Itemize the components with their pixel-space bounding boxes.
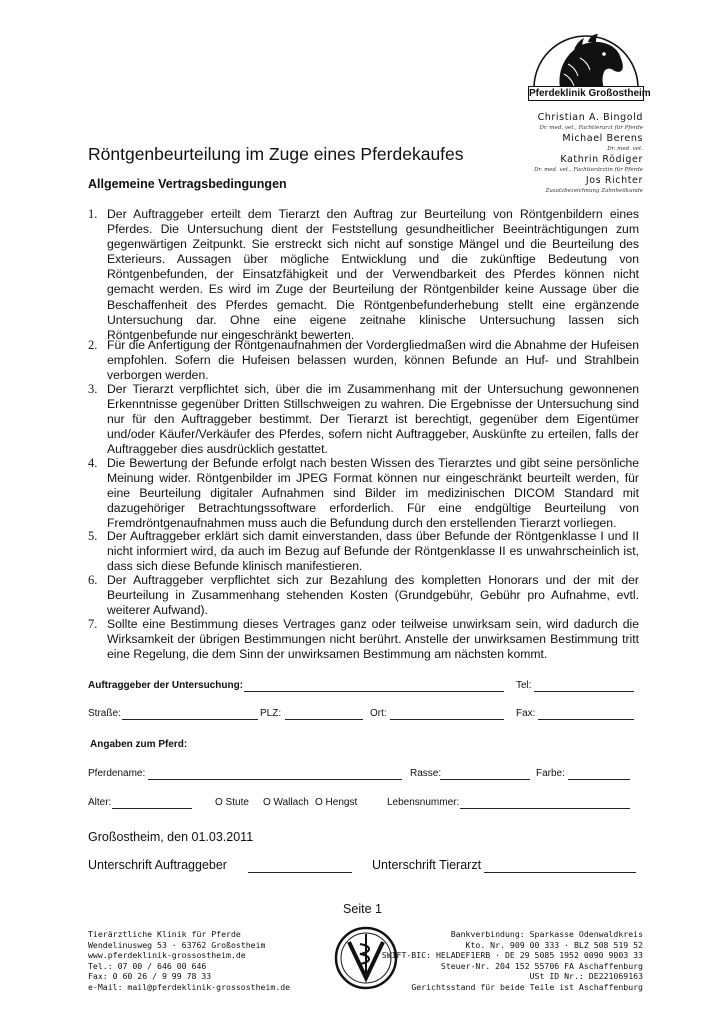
tel-input[interactable] <box>534 691 634 692</box>
condition-number: 2. <box>88 338 98 352</box>
street-input[interactable] <box>122 719 258 720</box>
footer-line: Wendelinusweg 53 · 63762 Großostheim <box>88 939 266 950</box>
condition-text: Sollte eine Bestimmung dieses Vertrages ganz oder teilweise unwirksam sein, wird dadurch die Wirksamkeit der übrigen Bestimmungen nicht berührt. Anstelle der unwirksamen Bestimmung tritt eine Regelung, die dem Sinn der unwirksamen Bestimmung am nächsten kommt. <box>107 617 639 662</box>
life-number-label: Lebensnummer: <box>387 797 460 808</box>
client-row <box>88 680 648 694</box>
footer-bank <box>382 929 643 993</box>
signature-client-line[interactable] <box>248 872 352 873</box>
footer-line: Gerichtsstand für beide Teile ist Aschaffenburg <box>411 981 643 992</box>
condition-item <box>88 617 639 662</box>
condition-number: 4. <box>88 456 98 470</box>
document-title: Röntgenbeurteilung im Zuge eines Pferdekaufes <box>88 144 464 164</box>
condition-text: Der Auftraggeber verpflichtet sich zur Bezahlung des kompletten Honorars und der mit der Beurteilung in Zusammenhang stehenden Kosten (Grundgebühr, Gebühr pro Aufnahme, evtl. weiterer Aufwand). <box>107 573 639 618</box>
condition-number: 7. <box>88 617 98 631</box>
condition-item <box>88 382 639 457</box>
document-subtitle: Allgemeine Vertragsbedingungen <box>88 177 287 191</box>
doctor-title: Dr. med. vet. <box>607 146 643 152</box>
condition-item <box>88 338 639 383</box>
place-date: Großostheim, den 01.03.2011 <box>88 830 254 844</box>
condition-number: 1. <box>88 207 98 221</box>
footer-line: Steuer-Nr. 204 152 55706 FA Aschaffenburg <box>440 960 643 971</box>
color-label: Farbe: <box>536 768 565 779</box>
condition-number: 6. <box>88 573 98 587</box>
footer-line: www.pferdeklinik-grossostheim.de <box>88 950 246 961</box>
doctor-title: Dr. med. vet., Fachtierarzt für Pferde <box>539 125 643 131</box>
signature-vet-line[interactable] <box>484 872 636 873</box>
horse-row <box>88 768 648 782</box>
doctor-name: Jos Richter <box>585 175 643 186</box>
horse-details-row <box>88 797 648 811</box>
client-label: Auftraggeber der Untersuchung: <box>88 680 244 691</box>
sex-option-gelding[interactable]: O Wallach <box>263 797 309 808</box>
condition-number: 5. <box>88 529 98 543</box>
doctor-name: Kathrin Rödiger <box>560 154 643 165</box>
clinic-logo <box>528 30 651 114</box>
footer-line: Kto. Nr. 909 00 333 · BLZ 508 519 52 <box>465 939 643 950</box>
signature-client-label: Unterschrift Auftraggeber <box>88 858 227 872</box>
footer-line: Bankverbindung: Sparkasse Odenwaldkreis <box>450 929 643 939</box>
doctor-entry <box>443 112 643 133</box>
footer-contact <box>88 929 290 993</box>
footer-line: Fax: 0 60 26 / 9 99 78 33 <box>88 971 212 982</box>
footer-line: e-Mail: mail@pferdeklinik-grossostheim.de <box>88 981 291 992</box>
doctor-entry <box>443 154 643 175</box>
tel-label: Tel: <box>516 680 532 691</box>
sex-option-stallion[interactable]: O Hengst <box>315 797 358 808</box>
condition-text: Die Bewertung der Befunde erfolgt nach besten Wissen des Tierarztes und gibt seine persönliche Meinung wider. Röntgenbilder im JPEG Format können nur eingeschränkt beurteilt werden, für eine Beurteilung digitaler Aufnahmen sind Bilder im medizinischen DICOM Standard mit dazugehöriger Betrachtungssoftware erforderlich. Für eine endgültige Beurteilung von Fremdröntgenaufnahmen muss auch die Befundung durch den erstellenden Tierarzt vorliegen. <box>107 456 639 531</box>
condition-text: Für die Anfertigung der Röntgenaufnahmen der Vordergliedmaßen wird die Abnahme der Hufeisen empfohlen. Sofern die Hufeisen belassen wurden, können Befunde an Huf- und Strahlbein verborgen werden. <box>107 338 639 383</box>
age-label: Alter: <box>88 797 112 808</box>
footer-line: Tierärztliche Klinik für Pferde <box>88 929 241 939</box>
doctor-entry <box>443 133 643 154</box>
horse-name-input[interactable] <box>148 779 402 780</box>
condition-text: Der Auftraggeber erklärt sich damit einverstanden, dass über Befunde der Röntgenklasse I und II nicht informiert wird, da auch im Bezug auf Befunde der Röntgenklasse II es unwahrscheinlich ist, dass sich diese Befunde klinisch manifestieren. <box>107 529 639 574</box>
plz-label: PLZ: <box>260 708 282 719</box>
footer-line: USt ID Nr.: DE221069163 <box>529 971 643 982</box>
sex-option-mare[interactable]: O Stute <box>215 797 249 808</box>
doctor-list <box>443 112 643 196</box>
condition-item <box>88 573 639 618</box>
fax-label: Fax: <box>516 708 536 719</box>
condition-text: Der Tierarzt verpflichtet sich, über die im Zusammenhang mit der Untersuchung gewonnenen Erkenntnisse gegenüber Dritten Stillschweigen zu wahren. Die Ergebnisse der Untersuchung sind nur für den Auftraggeber bestimmt. Der Tierarzt ist berechtigt, gegenüber dem Eigentümer und/oder Käufer/Verkäufer des Pferdes, sofern nicht Auftraggeber, Auskünfte zu erteilen, falls der Auftraggeber dies ausdrücklich gestattet. <box>107 382 639 457</box>
signature-vet <box>372 858 481 872</box>
condition-text: Der Auftraggeber erteilt dem Tierarzt den Auftrag zur Beurteilung von Röntgenbildern eines Pferdes. Die Untersuchung dient der Feststellung gesundheitlicher Beeinträchtigungen zum gegenwärtigen Zeitpunkt. Sie erstreckt sich nicht auf sonstige Mängel und die Beurteilung des Exterieurs. Aussagen über mögliche Entwicklung und die zukünftige Bedeutung von Röntgenbefunden, der Einsatzfähigkeit und der Verwendbarkeit des Pferdes können nicht gemacht werden. Es wird im Zuge der Beurteilung der Röntgenbilder keine Aussage über die Beschaffenheit des Pferdes gemacht. Die Röntgenbefunderhebung stellt eine ergänzende Untersuchung dar. Ohne eine eigene zeitnahe klinische Untersuchung lassen sich Röntgenbefunde nur eingeschränkt bewerten. <box>107 207 639 342</box>
condition-item <box>88 207 639 343</box>
condition-number: 3. <box>88 382 98 396</box>
city-input[interactable] <box>390 719 504 720</box>
street-label: Straße: <box>88 708 121 719</box>
horse-head-logo-icon <box>528 30 644 90</box>
page-number: Seite 1 <box>343 902 382 916</box>
doctor-name: Michael Berens <box>562 133 643 144</box>
client-input[interactable] <box>244 691 504 692</box>
city-label: Ort: <box>370 708 387 719</box>
color-input[interactable] <box>568 779 630 780</box>
plz-input[interactable] <box>285 719 363 720</box>
logo-caption: Pferdeklinik Großostheim <box>529 88 651 99</box>
doctor-entry <box>443 175 643 196</box>
address-row <box>88 708 648 722</box>
footer-line: SWIFT-BIC: HELADEF1ERB · DE 29 5085 1952 0090 9003 33 <box>381 950 643 961</box>
age-input[interactable] <box>112 808 192 809</box>
doctor-title: Zusatzbezeichnung Zahnheilkunde <box>545 188 643 194</box>
footer-line: Tel.: 07 00 / 646 00 646 <box>88 960 207 971</box>
fax-input[interactable] <box>538 719 634 720</box>
horse-name-label: Pferdename: <box>88 768 146 779</box>
breed-input[interactable] <box>440 779 530 780</box>
doctor-name: Christian A. Bingold <box>537 112 643 123</box>
condition-item <box>88 529 639 574</box>
horse-section-heading: Angaben zum Pferd: <box>90 739 188 750</box>
life-number-input[interactable] <box>460 808 630 809</box>
signature-client <box>88 858 227 872</box>
condition-item <box>88 456 639 531</box>
signature-vet-label: Unterschrift Tierarzt <box>372 858 482 872</box>
doctor-title: Dr. med. vet., Fachtierärztin für Pferde <box>534 167 643 173</box>
breed-label: Rasse: <box>410 768 442 779</box>
